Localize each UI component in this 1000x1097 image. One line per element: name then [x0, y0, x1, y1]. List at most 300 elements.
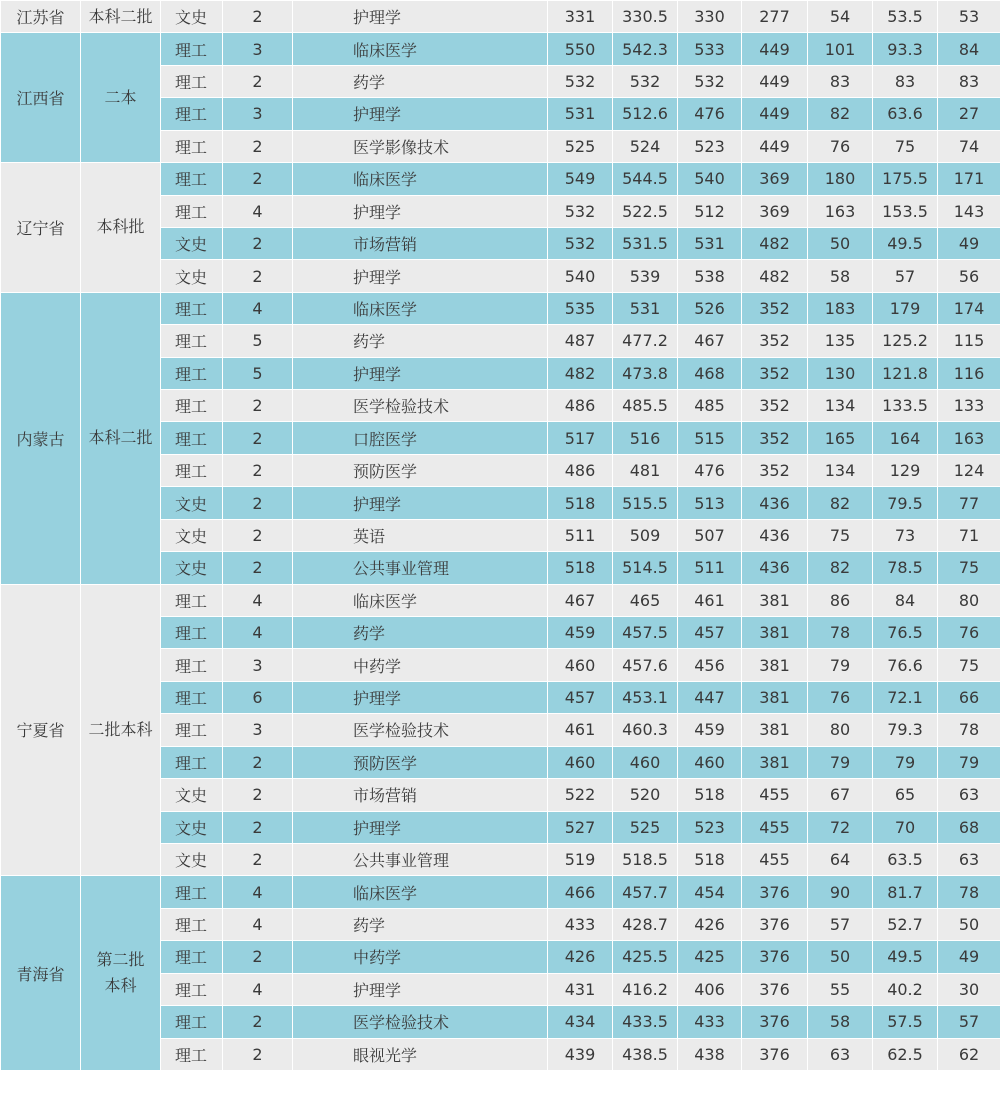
control-line-cell: 369 [742, 195, 808, 227]
table-body [1, 1, 1000, 1071]
max-diff-cell: 75 [808, 519, 873, 551]
min-diff-cell: 66 [938, 681, 1000, 713]
category-cell: 理工 [161, 1038, 223, 1070]
max-diff-cell: 79 [808, 746, 873, 778]
avg-diff-cell: 57 [873, 260, 938, 292]
avg-diff-cell: 63.5 [873, 843, 938, 875]
plan-count-cell: 3 [223, 98, 293, 130]
category-cell: 理工 [161, 584, 223, 616]
min-score-cell: 512 [678, 195, 742, 227]
control-line-cell: 381 [742, 681, 808, 713]
max-diff-cell: 50 [808, 227, 873, 259]
category-cell: 理工 [161, 746, 223, 778]
min-diff-cell: 68 [938, 811, 1000, 843]
max-score-cell: 532 [548, 227, 613, 259]
avg-score-cell: 539 [613, 260, 678, 292]
control-line-cell: 436 [742, 487, 808, 519]
table-row [1, 292, 1000, 324]
min-score-cell: 425 [678, 941, 742, 973]
plan-count-cell: 2 [223, 779, 293, 811]
max-diff-cell: 76 [808, 681, 873, 713]
avg-score-cell: 544.5 [613, 163, 678, 195]
category-cell: 文史 [161, 519, 223, 551]
max-diff-cell: 183 [808, 292, 873, 324]
batch-cell: 第二批 本科 [81, 876, 161, 1071]
avg-score-cell: 518.5 [613, 843, 678, 875]
max-diff-cell: 134 [808, 454, 873, 486]
control-line-cell: 449 [742, 130, 808, 162]
table-row [1, 1, 1000, 33]
major-cell: 医学检验技术 [293, 714, 548, 746]
avg-score-cell: 457.7 [613, 876, 678, 908]
category-cell: 理工 [161, 454, 223, 486]
min-score-cell: 468 [678, 357, 742, 389]
max-diff-cell: 163 [808, 195, 873, 227]
control-line-cell: 381 [742, 746, 808, 778]
avg-score-cell: 457.6 [613, 649, 678, 681]
min-score-cell: 467 [678, 325, 742, 357]
max-score-cell: 460 [548, 649, 613, 681]
control-line-cell: 436 [742, 552, 808, 584]
plan-count-cell: 2 [223, 941, 293, 973]
control-line-cell: 376 [742, 1038, 808, 1070]
min-score-cell: 460 [678, 746, 742, 778]
min-score-cell: 533 [678, 33, 742, 65]
category-cell: 理工 [161, 195, 223, 227]
province-cell: 内蒙古 [1, 292, 81, 584]
avg-score-cell: 465 [613, 584, 678, 616]
min-diff-cell: 115 [938, 325, 1000, 357]
avg-score-cell: 416.2 [613, 973, 678, 1005]
max-diff-cell: 101 [808, 33, 873, 65]
avg-diff-cell: 175.5 [873, 163, 938, 195]
max-diff-cell: 72 [808, 811, 873, 843]
avg-diff-cell: 133.5 [873, 390, 938, 422]
min-score-cell: 523 [678, 811, 742, 843]
max-score-cell: 486 [548, 390, 613, 422]
major-cell: 口腔医学 [293, 422, 548, 454]
province-cell: 宁夏省 [1, 584, 81, 876]
min-score-cell: 538 [678, 260, 742, 292]
major-cell: 护理学 [293, 811, 548, 843]
control-line-cell: 376 [742, 973, 808, 1005]
plan-count-cell: 3 [223, 714, 293, 746]
min-score-cell: 457 [678, 617, 742, 649]
min-diff-cell: 77 [938, 487, 1000, 519]
max-score-cell: 434 [548, 1006, 613, 1038]
control-line-cell: 352 [742, 422, 808, 454]
max-diff-cell: 64 [808, 843, 873, 875]
min-score-cell: 476 [678, 98, 742, 130]
min-score-cell: 532 [678, 65, 742, 97]
plan-count-cell: 4 [223, 973, 293, 1005]
min-diff-cell: 27 [938, 98, 1000, 130]
min-diff-cell: 124 [938, 454, 1000, 486]
max-score-cell: 527 [548, 811, 613, 843]
max-score-cell: 482 [548, 357, 613, 389]
major-cell: 药学 [293, 617, 548, 649]
control-line-cell: 381 [742, 584, 808, 616]
plan-count-cell: 5 [223, 325, 293, 357]
max-score-cell: 439 [548, 1038, 613, 1070]
major-cell: 临床医学 [293, 584, 548, 616]
plan-count-cell: 5 [223, 357, 293, 389]
control-line-cell: 376 [742, 876, 808, 908]
major-cell: 药学 [293, 65, 548, 97]
min-score-cell: 513 [678, 487, 742, 519]
control-line-cell: 352 [742, 454, 808, 486]
avg-score-cell: 514.5 [613, 552, 678, 584]
province-cell: 江西省 [1, 33, 81, 163]
max-diff-cell: 83 [808, 65, 873, 97]
avg-diff-cell: 73 [873, 519, 938, 551]
province-cell: 青海省 [1, 876, 81, 1071]
min-diff-cell: 75 [938, 552, 1000, 584]
min-diff-cell: 75 [938, 649, 1000, 681]
control-line-cell: 381 [742, 617, 808, 649]
category-cell: 文史 [161, 779, 223, 811]
max-diff-cell: 79 [808, 649, 873, 681]
min-diff-cell: 171 [938, 163, 1000, 195]
plan-count-cell: 2 [223, 843, 293, 875]
avg-score-cell: 524 [613, 130, 678, 162]
max-score-cell: 457 [548, 681, 613, 713]
major-cell: 中药学 [293, 649, 548, 681]
avg-score-cell: 520 [613, 779, 678, 811]
max-diff-cell: 80 [808, 714, 873, 746]
control-line-cell: 376 [742, 908, 808, 940]
min-score-cell: 459 [678, 714, 742, 746]
max-diff-cell: 130 [808, 357, 873, 389]
avg-score-cell: 438.5 [613, 1038, 678, 1070]
max-score-cell: 535 [548, 292, 613, 324]
major-cell: 预防医学 [293, 454, 548, 486]
major-cell: 护理学 [293, 98, 548, 130]
avg-diff-cell: 79.5 [873, 487, 938, 519]
min-score-cell: 454 [678, 876, 742, 908]
avg-score-cell: 532 [613, 65, 678, 97]
max-diff-cell: 82 [808, 552, 873, 584]
control-line-cell: 455 [742, 811, 808, 843]
category-cell: 文史 [161, 843, 223, 875]
max-diff-cell: 54 [808, 1, 873, 33]
min-score-cell: 330 [678, 1, 742, 33]
avg-score-cell: 425.5 [613, 941, 678, 973]
min-score-cell: 476 [678, 454, 742, 486]
avg-diff-cell: 75 [873, 130, 938, 162]
major-cell: 临床医学 [293, 876, 548, 908]
avg-diff-cell: 53.5 [873, 1, 938, 33]
category-cell: 理工 [161, 292, 223, 324]
batch-cell: 本科二批 [81, 1, 161, 33]
avg-score-cell: 515.5 [613, 487, 678, 519]
category-cell: 理工 [161, 390, 223, 422]
plan-count-cell: 4 [223, 617, 293, 649]
avg-diff-cell: 76.6 [873, 649, 938, 681]
plan-count-cell: 4 [223, 876, 293, 908]
category-cell: 文史 [161, 552, 223, 584]
max-score-cell: 511 [548, 519, 613, 551]
max-diff-cell: 50 [808, 941, 873, 973]
avg-diff-cell: 52.7 [873, 908, 938, 940]
category-cell: 文史 [161, 227, 223, 259]
max-score-cell: 518 [548, 487, 613, 519]
avg-score-cell: 516 [613, 422, 678, 454]
avg-score-cell: 485.5 [613, 390, 678, 422]
plan-count-cell: 2 [223, 811, 293, 843]
min-score-cell: 540 [678, 163, 742, 195]
category-cell: 文史 [161, 1, 223, 33]
major-cell: 市场营销 [293, 227, 548, 259]
avg-score-cell: 457.5 [613, 617, 678, 649]
min-score-cell: 526 [678, 292, 742, 324]
major-cell: 护理学 [293, 681, 548, 713]
category-cell: 理工 [161, 876, 223, 908]
plan-count-cell: 4 [223, 584, 293, 616]
plan-count-cell: 2 [223, 552, 293, 584]
min-score-cell: 523 [678, 130, 742, 162]
min-score-cell: 515 [678, 422, 742, 454]
category-cell: 理工 [161, 33, 223, 65]
min-diff-cell: 80 [938, 584, 1000, 616]
avg-score-cell: 460 [613, 746, 678, 778]
table-row [1, 33, 1000, 65]
avg-diff-cell: 83 [873, 65, 938, 97]
plan-count-cell: 4 [223, 195, 293, 227]
max-score-cell: 459 [548, 617, 613, 649]
avg-diff-cell: 179 [873, 292, 938, 324]
batch-cell: 二本 [81, 33, 161, 163]
min-diff-cell: 49 [938, 941, 1000, 973]
min-diff-cell: 174 [938, 292, 1000, 324]
min-diff-cell: 63 [938, 843, 1000, 875]
plan-count-cell: 3 [223, 33, 293, 65]
avg-score-cell: 330.5 [613, 1, 678, 33]
max-score-cell: 532 [548, 65, 613, 97]
max-score-cell: 426 [548, 941, 613, 973]
max-diff-cell: 63 [808, 1038, 873, 1070]
plan-count-cell: 2 [223, 487, 293, 519]
max-score-cell: 486 [548, 454, 613, 486]
plan-count-cell: 2 [223, 130, 293, 162]
min-score-cell: 507 [678, 519, 742, 551]
control-line-cell: 482 [742, 227, 808, 259]
province-cell: 辽宁省 [1, 163, 81, 293]
min-diff-cell: 62 [938, 1038, 1000, 1070]
avg-score-cell: 460.3 [613, 714, 678, 746]
min-score-cell: 456 [678, 649, 742, 681]
avg-score-cell: 433.5 [613, 1006, 678, 1038]
min-score-cell: 518 [678, 843, 742, 875]
min-score-cell: 447 [678, 681, 742, 713]
max-score-cell: 331 [548, 1, 613, 33]
category-cell: 理工 [161, 163, 223, 195]
max-score-cell: 517 [548, 422, 613, 454]
plan-count-cell: 2 [223, 260, 293, 292]
max-diff-cell: 58 [808, 260, 873, 292]
category-cell: 理工 [161, 325, 223, 357]
max-diff-cell: 78 [808, 617, 873, 649]
min-diff-cell: 84 [938, 33, 1000, 65]
plan-count-cell: 2 [223, 1, 293, 33]
plan-count-cell: 2 [223, 65, 293, 97]
major-cell: 护理学 [293, 487, 548, 519]
min-diff-cell: 50 [938, 908, 1000, 940]
batch-cell: 二批本科 [81, 584, 161, 876]
min-diff-cell: 143 [938, 195, 1000, 227]
max-score-cell: 531 [548, 98, 613, 130]
avg-score-cell: 509 [613, 519, 678, 551]
plan-count-cell: 2 [223, 422, 293, 454]
major-cell: 护理学 [293, 1, 548, 33]
major-cell: 市场营销 [293, 779, 548, 811]
plan-count-cell: 2 [223, 454, 293, 486]
min-diff-cell: 49 [938, 227, 1000, 259]
max-score-cell: 549 [548, 163, 613, 195]
avg-diff-cell: 70 [873, 811, 938, 843]
min-score-cell: 426 [678, 908, 742, 940]
min-score-cell: 531 [678, 227, 742, 259]
plan-count-cell: 4 [223, 292, 293, 324]
min-diff-cell: 79 [938, 746, 1000, 778]
avg-diff-cell: 76.5 [873, 617, 938, 649]
max-diff-cell: 90 [808, 876, 873, 908]
min-diff-cell: 63 [938, 779, 1000, 811]
avg-diff-cell: 84 [873, 584, 938, 616]
avg-score-cell: 542.3 [613, 33, 678, 65]
avg-score-cell: 428.7 [613, 908, 678, 940]
min-diff-cell: 53 [938, 1, 1000, 33]
major-cell: 医学影像技术 [293, 130, 548, 162]
major-cell: 临床医学 [293, 163, 548, 195]
max-diff-cell: 55 [808, 973, 873, 1005]
control-line-cell: 449 [742, 65, 808, 97]
major-cell: 医学检验技术 [293, 390, 548, 422]
min-diff-cell: 133 [938, 390, 1000, 422]
max-diff-cell: 57 [808, 908, 873, 940]
max-score-cell: 525 [548, 130, 613, 162]
max-score-cell: 522 [548, 779, 613, 811]
major-cell: 药学 [293, 325, 548, 357]
avg-diff-cell: 65 [873, 779, 938, 811]
major-cell: 药学 [293, 908, 548, 940]
control-line-cell: 376 [742, 1006, 808, 1038]
max-score-cell: 550 [548, 33, 613, 65]
control-line-cell: 277 [742, 1, 808, 33]
control-line-cell: 376 [742, 941, 808, 973]
avg-score-cell: 531.5 [613, 227, 678, 259]
major-cell: 临床医学 [293, 33, 548, 65]
plan-count-cell: 6 [223, 681, 293, 713]
avg-score-cell: 522.5 [613, 195, 678, 227]
min-diff-cell: 83 [938, 65, 1000, 97]
min-diff-cell: 78 [938, 714, 1000, 746]
avg-diff-cell: 125.2 [873, 325, 938, 357]
max-diff-cell: 165 [808, 422, 873, 454]
avg-diff-cell: 40.2 [873, 973, 938, 1005]
max-diff-cell: 134 [808, 390, 873, 422]
category-cell: 理工 [161, 941, 223, 973]
control-line-cell: 449 [742, 98, 808, 130]
control-line-cell: 352 [742, 390, 808, 422]
min-diff-cell: 56 [938, 260, 1000, 292]
min-diff-cell: 163 [938, 422, 1000, 454]
control-line-cell: 455 [742, 843, 808, 875]
major-cell: 临床医学 [293, 292, 548, 324]
category-cell: 理工 [161, 714, 223, 746]
category-cell: 理工 [161, 357, 223, 389]
max-score-cell: 518 [548, 552, 613, 584]
min-score-cell: 438 [678, 1038, 742, 1070]
major-cell: 公共事业管理 [293, 843, 548, 875]
plan-count-cell: 2 [223, 519, 293, 551]
max-score-cell: 466 [548, 876, 613, 908]
max-score-cell: 487 [548, 325, 613, 357]
major-cell: 预防医学 [293, 746, 548, 778]
control-line-cell: 381 [742, 649, 808, 681]
avg-score-cell: 481 [613, 454, 678, 486]
plan-count-cell: 4 [223, 908, 293, 940]
min-score-cell: 433 [678, 1006, 742, 1038]
max-score-cell: 532 [548, 195, 613, 227]
avg-diff-cell: 79 [873, 746, 938, 778]
max-diff-cell: 135 [808, 325, 873, 357]
avg-diff-cell: 62.5 [873, 1038, 938, 1070]
max-diff-cell: 180 [808, 163, 873, 195]
min-diff-cell: 116 [938, 357, 1000, 389]
avg-diff-cell: 153.5 [873, 195, 938, 227]
major-cell: 公共事业管理 [293, 552, 548, 584]
control-line-cell: 381 [742, 714, 808, 746]
avg-diff-cell: 49.5 [873, 941, 938, 973]
batch-cell: 本科批 [81, 163, 161, 293]
min-diff-cell: 74 [938, 130, 1000, 162]
category-cell: 理工 [161, 65, 223, 97]
max-diff-cell: 82 [808, 98, 873, 130]
avg-score-cell: 453.1 [613, 681, 678, 713]
max-score-cell: 433 [548, 908, 613, 940]
control-line-cell: 449 [742, 33, 808, 65]
plan-count-cell: 2 [223, 1006, 293, 1038]
min-diff-cell: 76 [938, 617, 1000, 649]
plan-count-cell: 2 [223, 1038, 293, 1070]
plan-count-cell: 3 [223, 649, 293, 681]
min-diff-cell: 71 [938, 519, 1000, 551]
control-line-cell: 352 [742, 357, 808, 389]
plan-count-cell: 2 [223, 163, 293, 195]
plan-count-cell: 2 [223, 390, 293, 422]
max-diff-cell: 82 [808, 487, 873, 519]
control-line-cell: 369 [742, 163, 808, 195]
min-score-cell: 485 [678, 390, 742, 422]
control-line-cell: 482 [742, 260, 808, 292]
max-score-cell: 431 [548, 973, 613, 1005]
avg-diff-cell: 72.1 [873, 681, 938, 713]
min-score-cell: 518 [678, 779, 742, 811]
min-score-cell: 511 [678, 552, 742, 584]
avg-score-cell: 525 [613, 811, 678, 843]
control-line-cell: 436 [742, 519, 808, 551]
min-diff-cell: 78 [938, 876, 1000, 908]
avg-diff-cell: 164 [873, 422, 938, 454]
min-diff-cell: 57 [938, 1006, 1000, 1038]
avg-diff-cell: 79.3 [873, 714, 938, 746]
avg-diff-cell: 49.5 [873, 227, 938, 259]
table-row [1, 163, 1000, 195]
category-cell: 理工 [161, 98, 223, 130]
major-cell: 英语 [293, 519, 548, 551]
avg-score-cell: 531 [613, 292, 678, 324]
